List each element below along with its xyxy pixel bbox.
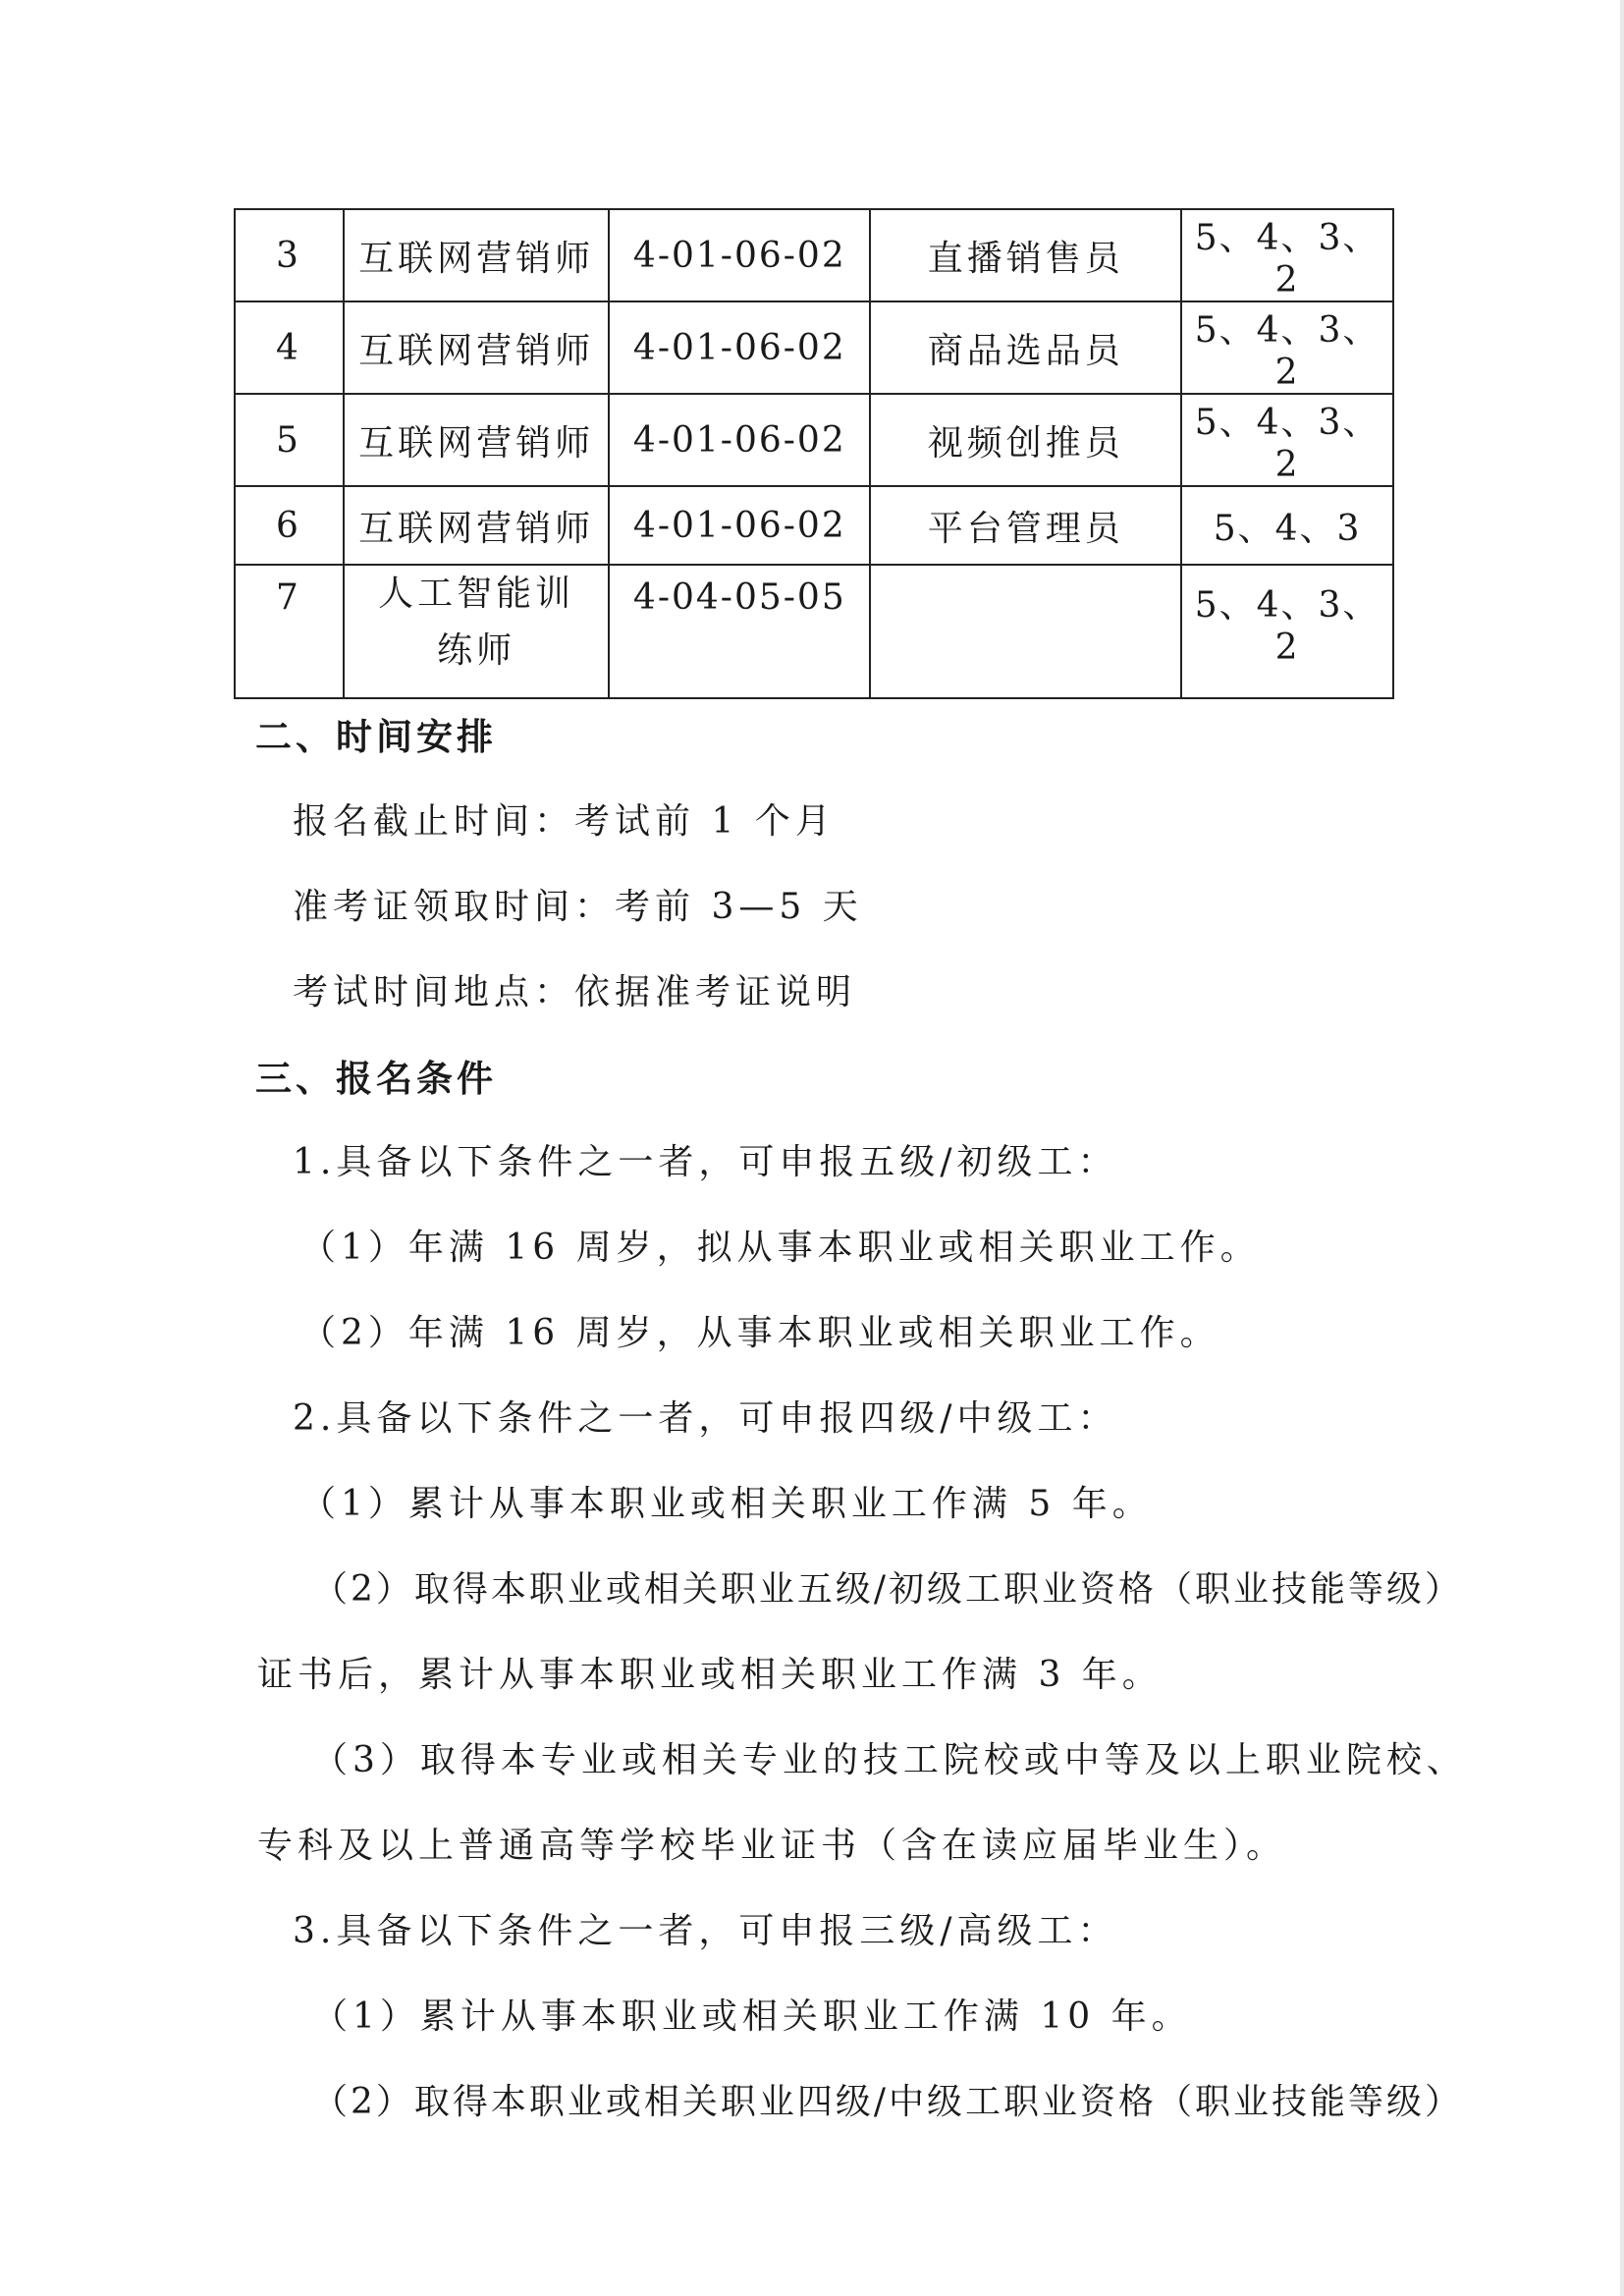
- row-number: 7: [235, 565, 344, 698]
- table-row: [235, 301, 1393, 394]
- levels: 5、4、3: [1181, 486, 1393, 565]
- section-heading-requirements: 三、报名条件: [255, 1058, 497, 1100]
- occupation-code: 4-04-05-05: [609, 565, 870, 698]
- paragraph-line: （2）取得本职业或相关职业四级/中级工职业资格（职业技能等级）: [312, 2082, 1464, 2122]
- paragraph-line: 3.具备以下条件之一者，可申报三级/高级工：: [293, 1911, 1118, 1951]
- paragraph-line: 证书后，累计从事本职业或相关职业工作满 3 年。: [257, 1655, 1163, 1695]
- work-type: [870, 565, 1181, 698]
- occupation-name: 互联网营销师: [344, 486, 609, 565]
- paragraph-line: 专科及以上普通高等学校毕业证书（含在读应届毕业生）。: [257, 1826, 1287, 1866]
- levels: 5、4、3、2: [1181, 301, 1393, 394]
- work-type: 商品选品员: [870, 301, 1181, 394]
- paragraph-line: 考试时间地点：依据准考证说明: [293, 972, 857, 1012]
- occupation-name: 互联网营销师: [344, 301, 609, 394]
- occupation-code: 4-01-06-02: [609, 301, 870, 394]
- occupation-name: 人工智能训练师: [344, 565, 609, 698]
- paragraph-line: 报名截止时间：考试前 1 个月: [293, 801, 836, 842]
- occupation-name: 互联网营销师: [344, 394, 609, 486]
- row-number: 3: [235, 209, 344, 301]
- levels: 5、4、3、2: [1181, 394, 1393, 486]
- occupation-table: [234, 208, 1394, 699]
- paragraph-line: （1）累计从事本职业或相关职业工作满 5 年。: [300, 1484, 1153, 1524]
- table-row: [235, 394, 1393, 486]
- scan-edge: [1620, 0, 1624, 2296]
- paragraph-line: （1）年满 16 周岁，拟从事本职业或相关职业工作。: [300, 1228, 1261, 1268]
- paragraph-line: （1）累计从事本职业或相关职业工作满 10 年。: [312, 1996, 1192, 2037]
- work-type: 直播销售员: [870, 209, 1181, 301]
- table-row: [235, 209, 1393, 301]
- levels: 5、4、3、2: [1181, 209, 1393, 301]
- occupation-code: 4-01-06-02: [609, 394, 870, 486]
- levels: 5、4、3、2: [1181, 565, 1393, 698]
- work-type: 平台管理员: [870, 486, 1181, 565]
- paragraph-line: 2.具备以下条件之一者，可申报四级/中级工：: [293, 1398, 1118, 1439]
- table-row: [235, 486, 1393, 565]
- paragraph-line: （2）取得本职业或相关职业五级/初级工职业资格（职业技能等级）: [312, 1569, 1464, 1610]
- paragraph-line: 1.具备以下条件之一者，可申报五级/初级工：: [293, 1142, 1118, 1182]
- occupation-code: 4-01-06-02: [609, 209, 870, 301]
- paragraph-line: （3）取得本专业或相关专业的技工院校或中等及以上职业院校、: [312, 1740, 1467, 1780]
- row-number: 4: [235, 301, 344, 394]
- paragraph-line: （2）年满 16 周岁，从事本职业或相关职业工作。: [300, 1313, 1220, 1353]
- row-number: 6: [235, 486, 344, 565]
- section-heading-schedule: 二、时间安排: [255, 716, 497, 758]
- work-type: 视频创推员: [870, 394, 1181, 486]
- table-row: [235, 565, 1393, 698]
- row-number: 5: [235, 394, 344, 486]
- occupation-name: 互联网营销师: [344, 209, 609, 301]
- paragraph-line: 准考证领取时间：考前 3—5 天: [293, 887, 863, 927]
- occupation-code: 4-01-06-02: [609, 486, 870, 565]
